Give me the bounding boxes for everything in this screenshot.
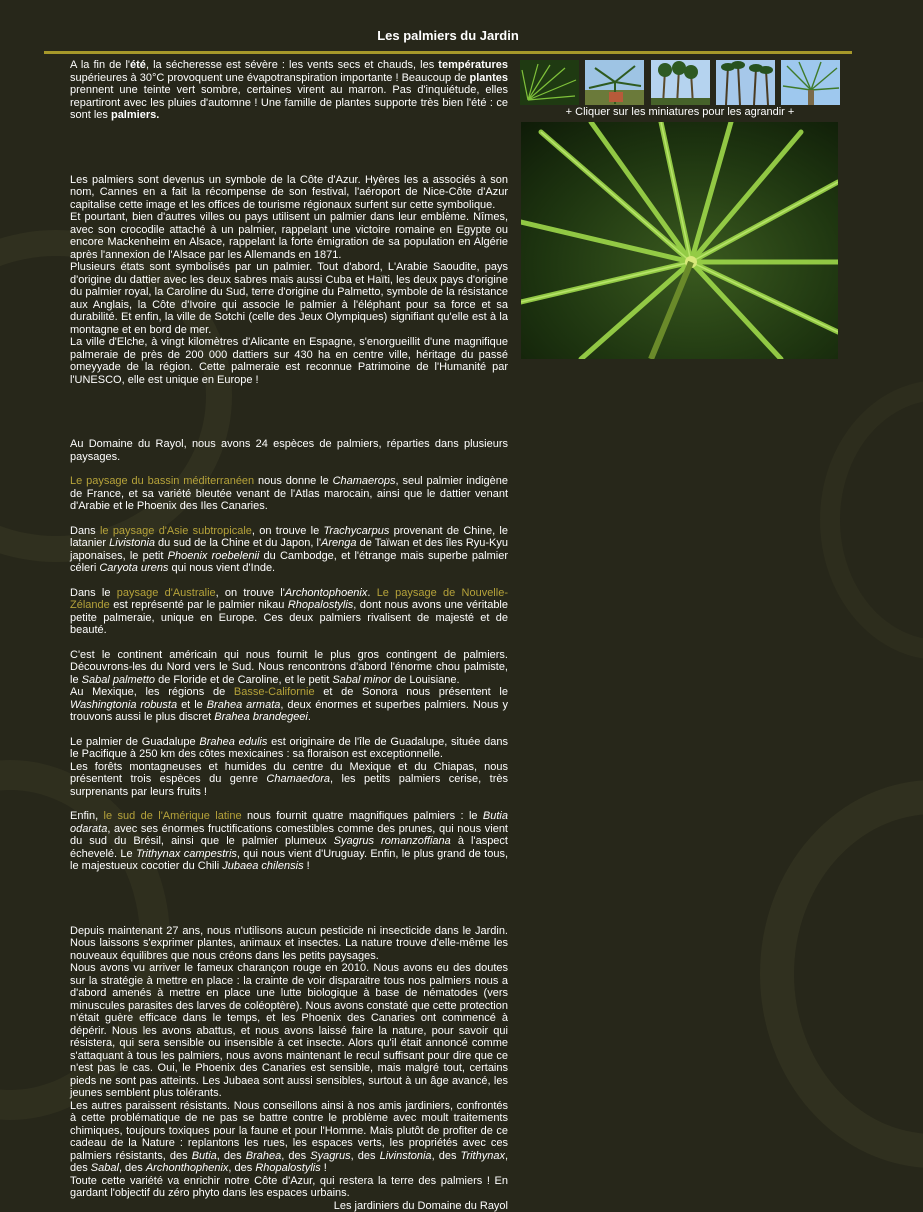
- symbol-paragraph-3: Plusieurs états sont symbolisés par un palmier. Tout d'abord, L'Arabie Saoudite, pays d'origine du dattier avec les deux sabres mais aussi Cuba et Haïti, les deux pays d'origine du palmier royal, la Caroline du Sud, terre d'origine du Palmetto, symbole de la résistance aux Anglais, la Côte d'Ivoire qui associe le palmier à l'éléphant pour sa force et sa durabilité. Et enfin, la ville de Sotchi (celle des Jeux Olympiques) signifiant qu'elle est à la montagne et en bord de mer.: [70, 261, 508, 336]
- asia-paragraph: Dans le paysage d'Asie subtropicale, on trouve le Trachycarpus provenant de Chine, le latanier Livistonia du sud de la Chine et du Japon, l'Arenga de Taïwan et des îles Ryu-Kyu japonaises, le petit Phoenix roebelenii du Cambodge, et l'étrange mais superbe palmier céleri Caryota urens qui nous vient d'Inde.: [70, 525, 508, 575]
- symbol-paragraph-4: La ville d'Elche, à vingt kilomètres d'Alicante en Espagne, s'enorgueillit d'une magnifique palmeraie de près de 200 000 dattiers sur 430 ha en centre ville, héritage du passé omeyyade de la région. Cette palmeraie est reconnue Patrimoine de l'Humanité par l'UNESCO, elle est unique en Europe !: [70, 336, 508, 386]
- thumbnail-3[interactable]: [651, 60, 710, 105]
- link-mediterranean-landscape[interactable]: Le paysage du bassin méditerranéen: [70, 475, 254, 487]
- mediterranean-paragraph: Le paysage du bassin méditerranéen nous donne le Chamaerops, seul palmier indigène de France, et sa variété bleutée venant de l'Atlas marocain, ainsi que le dattier venant d'Arabie et le Phoenix des Iles Canaries.: [70, 475, 508, 513]
- link-baja-california[interactable]: Basse-Californie: [234, 686, 315, 698]
- symbol-paragraph-1: Les palmiers sont devenus un symbole de la Côte d'Azur. Hyères les a associés à son nom, Cannes en a fait la récompense de son festival, l'aéroport de Nice-Côte d'Azur capitalise cette image et les offices de tourisme régionaux surfent sur cette symbolique.: [70, 174, 508, 212]
- eco-paragraph-3: Les autres paraissent résistants. Nous conseillons ainsi à nos amis jardiniers, confrontés à cette problématique de ne pas se battre contre le problème avec moult traitements chimiques, toujours toxiques pour la faune et pour l'Homme. Mais plutôt de profiter de ce cadeau de la Nature : replantons les rues, les espaces verts, les propriétés avec ces palmiers résistants, des Butia, des Brahea, des Syagrus, des Livinstonia, des Trithynax, des Sabal, des Archonthophenix, des Rhopalostylis !: [70, 1100, 508, 1175]
- page-title: Les palmiers du Jardin: [44, 28, 852, 43]
- background-swirl-right: [760, 780, 923, 1168]
- eco-paragraph-2: Nous avons vu arriver le fameux charançon rouge en 2010. Nous avons eu des doutes sur la stratégie à mettre en place : la crainte de voir disparaitre tous nos palmiers nous a d'abord amenés à mettre en place une lutte biologique à base de nématodes (vers minuscules parasites des larves de coléoptère). Nous avons constaté que cette protection n'était guère efficace dans le temps, et les Phoenix des Canaries ont commencé à dépérir. Nous les avons abattus, et nous avons laissé faire la nature, pour savoir qui résistera, qui sera sensible ou insensible à cet insecte. Alors qu'il était annoncé comme s'attaquant à tous les palmiers, nous avons maintenant le recul suffisant pour dire que ce n'est pas le cas. Oui, le Phoenix des Canaries est sensible, mais malgré tout, certains pieds ne sont pas atteints. Les Jubaea sont aussi sensibles, surtout à un âge avancé, les jeunes semblent plus tolérants.: [70, 962, 508, 1100]
- thumbnail-5[interactable]: [781, 60, 840, 105]
- link-new-zealand-landscape[interactable]: Le paysage de Nouvelle-Zélande: [70, 587, 508, 612]
- link-asia-landscape[interactable]: le paysage d'Asie subtropicale: [100, 525, 252, 537]
- america-paragraph: C'est le continent américain qui nous fournit le plus gros contingent de palmiers. Découvrons-les du Nord vers le Sud. Nous rencontrons d'abord l'énorme chou palmiste, le Sabal palmetto de Floride et de Caroline, et le petit Sabal minor de Louisiane.: [70, 649, 508, 687]
- guadalupe-paragraph: Le palmier de Guadalupe Brahea edulis est originaire de l'île de Guadalupe, située dans le Pacifique à 250 km des côtes mexicaines : sa floraison est exceptionnelle.: [70, 736, 508, 761]
- domaine-intro: Au Domaine du Rayol, nous avons 24 espèces de palmiers, réparties dans plusieurs paysages.: [70, 438, 508, 463]
- article-body: [70, 59, 508, 1212]
- palm-leaf-photo: [521, 122, 838, 359]
- thumbnail-2[interactable]: [585, 60, 644, 105]
- mexico-paragraph: Au Mexique, les régions de Basse-Californie et de Sonora nous présentent le Washingtonia robusta et le Brahea armata, deux énormes et superbes palmiers. Nous y trouvons aussi le plus discret Brahea brandegeei.: [70, 686, 508, 724]
- background-swirl-right-upper: [820, 380, 923, 660]
- forest-paragraph: Les forêts montagneuses et humides du centre du Mexique et du Chiapas, nous présentent trois espèces du genre Chamaedora, les petits palmiers cerise, très surprenants par leurs fruits !: [70, 761, 508, 799]
- intro-paragraph: A la fin de l'été, la sécheresse est sévère : les vents secs et chauds, les températures supérieures à 30°C provoquent une évapotranspiration importante ! Beaucoup de plantes prennent une teinte vert sombre, certaines virent au marron. Pas d'inquiétude, elles repartiront avec les pluies d'automne ! Une famille de plantes supporte très bien l'été : ce sont les palmiers.: [70, 59, 508, 122]
- thumbnail-strip: [520, 60, 840, 105]
- link-south-latin-america[interactable]: le sud de l'Amérique latine: [104, 810, 242, 822]
- thumbnail-4[interactable]: [716, 60, 775, 105]
- title-divider: [44, 51, 852, 54]
- eco-paragraph-4: Toute cette variété va enrichir notre Côte d'Azur, qui restera la terre des palmiers ! En gardant l'objectif du zéro phyto dans les espaces urbains.: [70, 1175, 508, 1200]
- australia-paragraph: Dans le paysage d'Australie, on trouve l'Archontophoenix. Le paysage de Nouvelle-Zélande est représenté par le palmier nikau Rhopalostylis, dont nous avons une véritable petite palmeraie, unique en Europe. Ces deux palmiers rivalisent de majesté et de beauté.: [70, 587, 508, 637]
- signature: Les jardiniers du Domaine du Rayol: [70, 1200, 508, 1212]
- symbol-paragraph-2: Et pourtant, bien d'autres villes ou pays utilisent un palmier dans leur emblème. Nîmes, avec son crocodile attaché à un palmier, rappelant une victoire romaine en Egypte ou encore Mackenheim en Alsace, rappelant la forte émigration de sa population en Algérie après l'annexion de l'Alsace par les Allemands en 1871.: [70, 211, 508, 261]
- thumbnail-caption: + Cliquer sur les miniatures pour les agrandir +: [520, 106, 840, 118]
- link-australia-landscape[interactable]: paysage d'Australie: [117, 587, 216, 599]
- eco-paragraph-1: Depuis maintenant 27 ans, nous n'utilisons aucun pesticide ni insecticide dans le Jardin. Nous laissons s'exprimer plantes, animaux et insectes. La nature trouve d'elle-même les nouveaux équilibres que nous créons dans les petits paysages.: [70, 925, 508, 963]
- south-america-paragraph: Enfin, le sud de l'Amérique latine nous fournit quatre magnifiques palmiers : le Butia odarata, avec ses énormes fructifications comestibles comme des prunes, qui nous vient du sud du Brésil, ainsi que le palmier plumeux Syagrus romanzoffiana à l'aspect échevelé. Le Trithynax campestris, qui nous vient d'Uruguay. Enfin, le plus grand de tous, le majestueux cocotier du Chili Jubaea chilensis !: [70, 810, 508, 873]
- thumbnail-1[interactable]: [520, 60, 579, 105]
